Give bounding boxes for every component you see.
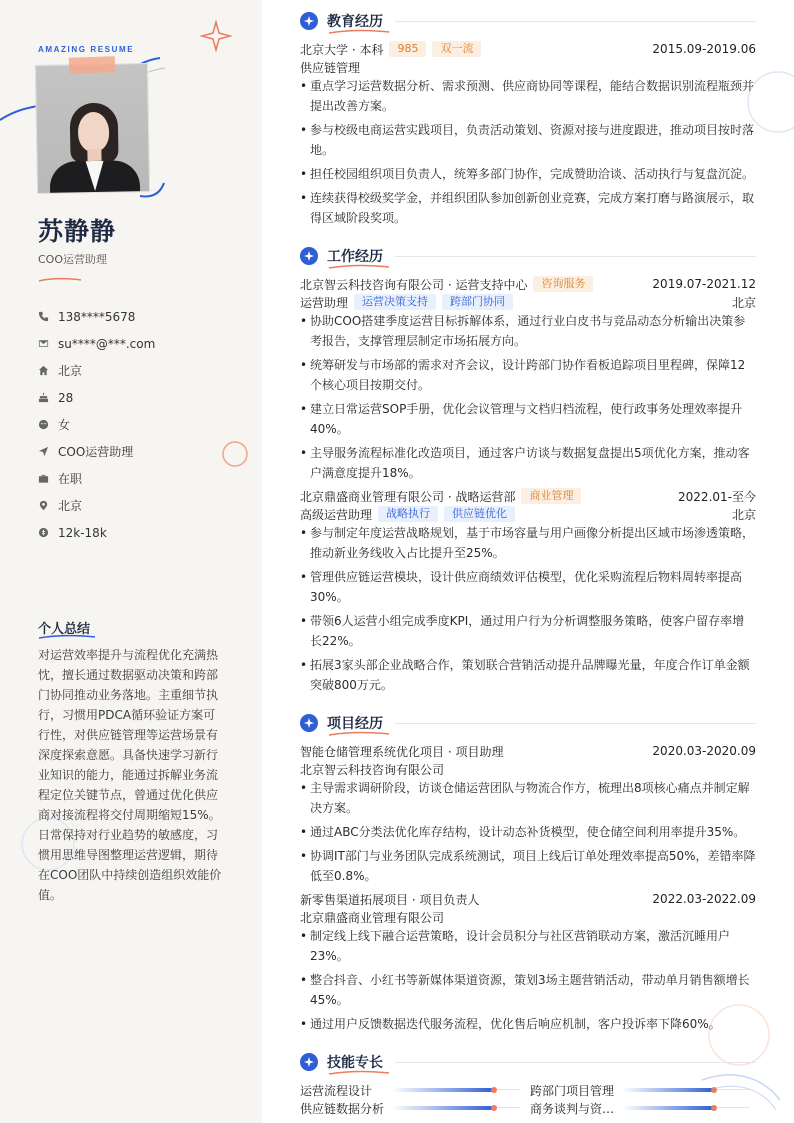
skill-bar — [392, 1087, 520, 1093]
skill-label: 跨部门项目管理 — [530, 1083, 615, 1098]
skill-item — [300, 1099, 520, 1117]
job-company: 北京智云科技咨询有限公司 · 运营支持中心 — [300, 277, 528, 292]
phone-value: 138****5678 — [58, 309, 136, 324]
job-city: 北京 — [731, 295, 756, 310]
email-value: su****@***.com — [58, 336, 156, 351]
list-item: • 整合抖音、小红书等新媒体渠道资源，策划3场主题营销活动，带动单月销售额增长45%。 — [300, 970, 756, 1010]
photo-tape — [69, 56, 116, 74]
info-age — [38, 384, 248, 411]
list-item: • 拓展3家头部企业战略合作，策划联合营销活动提升品牌曝光量，年度合作订单金额突破800万元。 — [300, 655, 756, 695]
skill-label: 商务谈判与资… — [530, 1101, 615, 1116]
section-star-icon — [300, 1053, 318, 1071]
section-divider — [395, 256, 756, 257]
project-date: 2020.03-2020.09 — [652, 744, 756, 758]
phone-icon — [38, 311, 58, 322]
role-tag: 供应链优化 — [444, 506, 515, 522]
skill-item — [300, 1081, 520, 1099]
job-role: 高级运营助理 — [300, 507, 373, 522]
gender-icon — [38, 419, 58, 430]
skill-bar — [622, 1105, 750, 1111]
project-name: 新零售渠道拓展项目 · 项目负责人 — [300, 892, 480, 907]
project-org: 北京鼎盛商业管理有限公司 — [300, 910, 445, 925]
briefcase-icon — [38, 473, 58, 484]
job-city: 北京 — [731, 507, 756, 522]
summary-text: 对运营效率提升与流程优化充满热忱，擅长通过数据驱动决策和跨部门协同推动业务落地。主重细节执行，习惯用PDCA循环验证方案可行性，对供应链管理等运营场景有深度探索意愿。具备快速学习新行业知识的能力，能通过拆解业务流程定位关键节点，曾通过优化供应商对接流程将交付周期缩短15%。日常保持对行业趋势的敏感度，习惯用思维导图整理运营逻辑，期待在COO团队中持续创造组织效能价值。 — [38, 648, 222, 902]
summary-title: 个人总结 — [38, 622, 91, 637]
work-section-header — [300, 244, 756, 268]
job-date: 2019.07-2021.12 — [652, 277, 756, 291]
gender-value: 女 — [58, 418, 71, 432]
section-underline — [328, 731, 390, 737]
project-name: 智能仓储管理系统优化项目 · 项目助理 — [300, 744, 504, 759]
star-decoration-icon — [200, 20, 232, 52]
profile-photo — [36, 64, 150, 194]
company-tag: 咨询服务 — [533, 276, 593, 292]
job-bullets — [300, 311, 756, 487]
brand-label: AMAZING RESUME — [38, 45, 135, 54]
mail-icon — [38, 338, 58, 349]
list-item: • 统筹研发与市场部的需求对齐会议，设计跨部门协作看板追踪项目里程碑，保障12个核心项目按期交付。 — [300, 355, 756, 395]
list-item: • 管理供应链运营模块，设计供应商绩效评估模型，优化采购流程后物料周转率提高30%。 — [300, 567, 756, 607]
sidebar — [0, 0, 262, 1123]
skills-section-header — [300, 1050, 756, 1074]
project-name-row — [300, 891, 756, 907]
list-item: • 带领6人运营小组完成季度KPI，通过用户行为分析调整服务策略，使客户留存率增长22%。 — [300, 611, 756, 651]
info-target-role — [38, 438, 248, 465]
project-bullets — [300, 778, 756, 890]
skill-item — [530, 1099, 750, 1117]
skill-bar — [392, 1105, 520, 1111]
age-value: 28 — [58, 390, 74, 405]
list-item: • 主导需求调研阶段，访谈仓储运营团队与物流合作方，梳理出8项核心痛点并制定解决方案。 — [300, 778, 756, 818]
skill-label: 运营流程设计 — [300, 1083, 373, 1098]
section-underline — [328, 29, 390, 35]
job-role: 运营助理 — [300, 295, 349, 310]
info-email — [38, 330, 248, 357]
education-bullets — [300, 76, 756, 232]
contact-info-list — [38, 303, 248, 546]
job-company-row — [300, 276, 756, 292]
job-company-row — [300, 488, 756, 504]
name-underline — [38, 277, 82, 283]
skills-title: 技能专长 — [327, 1055, 383, 1071]
list-item: • 主导服务流程标准化改造项目，通过客户访谈与数据复盘提出5项优化方案，推动客户满意度提升18%。 — [300, 443, 756, 483]
section-star-icon — [300, 714, 318, 732]
list-item: • 协助COO搭建季度运营目标拆解体系，通过行业白皮书与竞品动态分析输出决策参考报告，支撑管理层制定市场拓展方向。 — [300, 311, 756, 351]
section-underline — [328, 264, 390, 270]
section-divider — [395, 1062, 756, 1063]
info-status — [38, 465, 248, 492]
education-major-row — [300, 59, 756, 75]
role-tag: 跨部门协同 — [442, 294, 513, 310]
list-item: • 协调IT部门与业务团队完成系统测试，项目上线后订单处理效率提高50%，差错率降低至0.8%。 — [300, 846, 756, 886]
salary-value: 12k-18k — [58, 525, 107, 540]
skill-bar — [622, 1087, 750, 1093]
info-gender — [38, 411, 248, 438]
education-row — [300, 41, 756, 57]
section-star-icon — [300, 247, 318, 265]
avatar — [35, 63, 150, 194]
education-section-header — [300, 9, 756, 33]
cake-icon — [38, 392, 58, 403]
list-item: • 制定线上线下融合运营策略，设计会员积分与社区营销联动方案，激活沉睡用户23%。 — [300, 926, 756, 966]
education-date: 2015.09-2019.06 — [652, 42, 756, 56]
candidate-title: COO运营助理 — [38, 253, 107, 266]
project-name-row — [300, 743, 756, 759]
list-item: • 参与校级电商运营实践项目，负责活动策划、资源对接与进度跟进，推动项目按时落地。 — [300, 120, 756, 160]
info-location — [38, 492, 248, 519]
school-name: 北京大学 · 本科 — [300, 42, 384, 57]
info-salary — [38, 519, 248, 546]
status-value: 在职 — [58, 472, 83, 486]
skill-item — [530, 1081, 750, 1099]
school-tag: 985 — [389, 41, 426, 57]
role-tag: 战略执行 — [378, 506, 438, 522]
job-date: 2022.01-至今 — [678, 489, 756, 504]
section-divider — [395, 723, 756, 724]
main-content — [300, 0, 756, 1123]
candidate-name: 苏静静 — [38, 217, 117, 246]
summary-underline — [38, 633, 96, 641]
company-tag: 商业管理 — [521, 488, 581, 504]
info-city — [38, 357, 248, 384]
work-title: 工作经历 — [327, 249, 383, 265]
skill-label: 供应链数据分析 — [300, 1101, 385, 1116]
list-item: • 参与制定年度运营战略规划，基于市场容量与用户画像分析提出区域市场渗透策略，推动新业务线收入占比提升至25%。 — [300, 523, 756, 563]
projects-title: 项目经历 — [327, 716, 383, 732]
target-role-value: COO运营助理 — [58, 445, 134, 459]
list-item: • 担任校园组织项目负责人，统筹多部门协作，完成赞助洽谈、活动执行与复盘沉淀。 — [300, 164, 756, 184]
job-bullets — [300, 523, 756, 699]
home-icon — [38, 365, 58, 376]
job-role-row — [300, 294, 756, 310]
send-icon — [38, 446, 58, 457]
section-star-icon — [300, 12, 318, 30]
list-item: • 重点学习运营数据分析、需求预测、供应商协同等课程，能结合数据识别流程瓶颈并提出改善方案。 — [300, 76, 756, 116]
info-phone — [38, 303, 248, 330]
salary-icon — [38, 527, 58, 538]
location-value: 北京 — [58, 499, 83, 513]
job-role-row — [300, 506, 756, 522]
section-underline — [328, 1070, 390, 1076]
school-tag: 双一流 — [432, 41, 481, 57]
project-org-row — [300, 909, 756, 925]
list-item: • 通过用户反馈数据迭代服务流程，优化售后响应机制，客户投诉率下降60%。 — [300, 1014, 756, 1034]
list-item: • 连续获得校级奖学金，并组织团队参加创新创业竞赛，完成方案打磨与路演展示，取得区域阶段奖项。 — [300, 188, 756, 228]
projects-section-header — [300, 711, 756, 735]
role-tag: 运营决策支持 — [354, 294, 436, 310]
list-item: • 通过ABC分类法优化库存结构，设计动态补货模型，使仓储空间利用率提升35%。 — [300, 822, 756, 842]
location-icon — [38, 500, 58, 511]
list-item: • 建立日常运营SOP手册，优化会议管理与文档归档流程，使行政事务处理效率提升40%。 — [300, 399, 756, 439]
project-org: 北京智云科技咨询有限公司 — [300, 762, 445, 777]
project-org-row — [300, 761, 756, 777]
education-title: 教育经历 — [327, 14, 383, 30]
education-major: 供应链管理 — [300, 60, 361, 75]
project-date: 2022.03-2022.09 — [652, 892, 756, 906]
city-value: 北京 — [58, 364, 83, 378]
job-company: 北京鼎盛商业管理有限公司 · 战略运营部 — [300, 489, 516, 504]
project-bullets — [300, 926, 756, 1038]
section-divider — [395, 21, 756, 22]
